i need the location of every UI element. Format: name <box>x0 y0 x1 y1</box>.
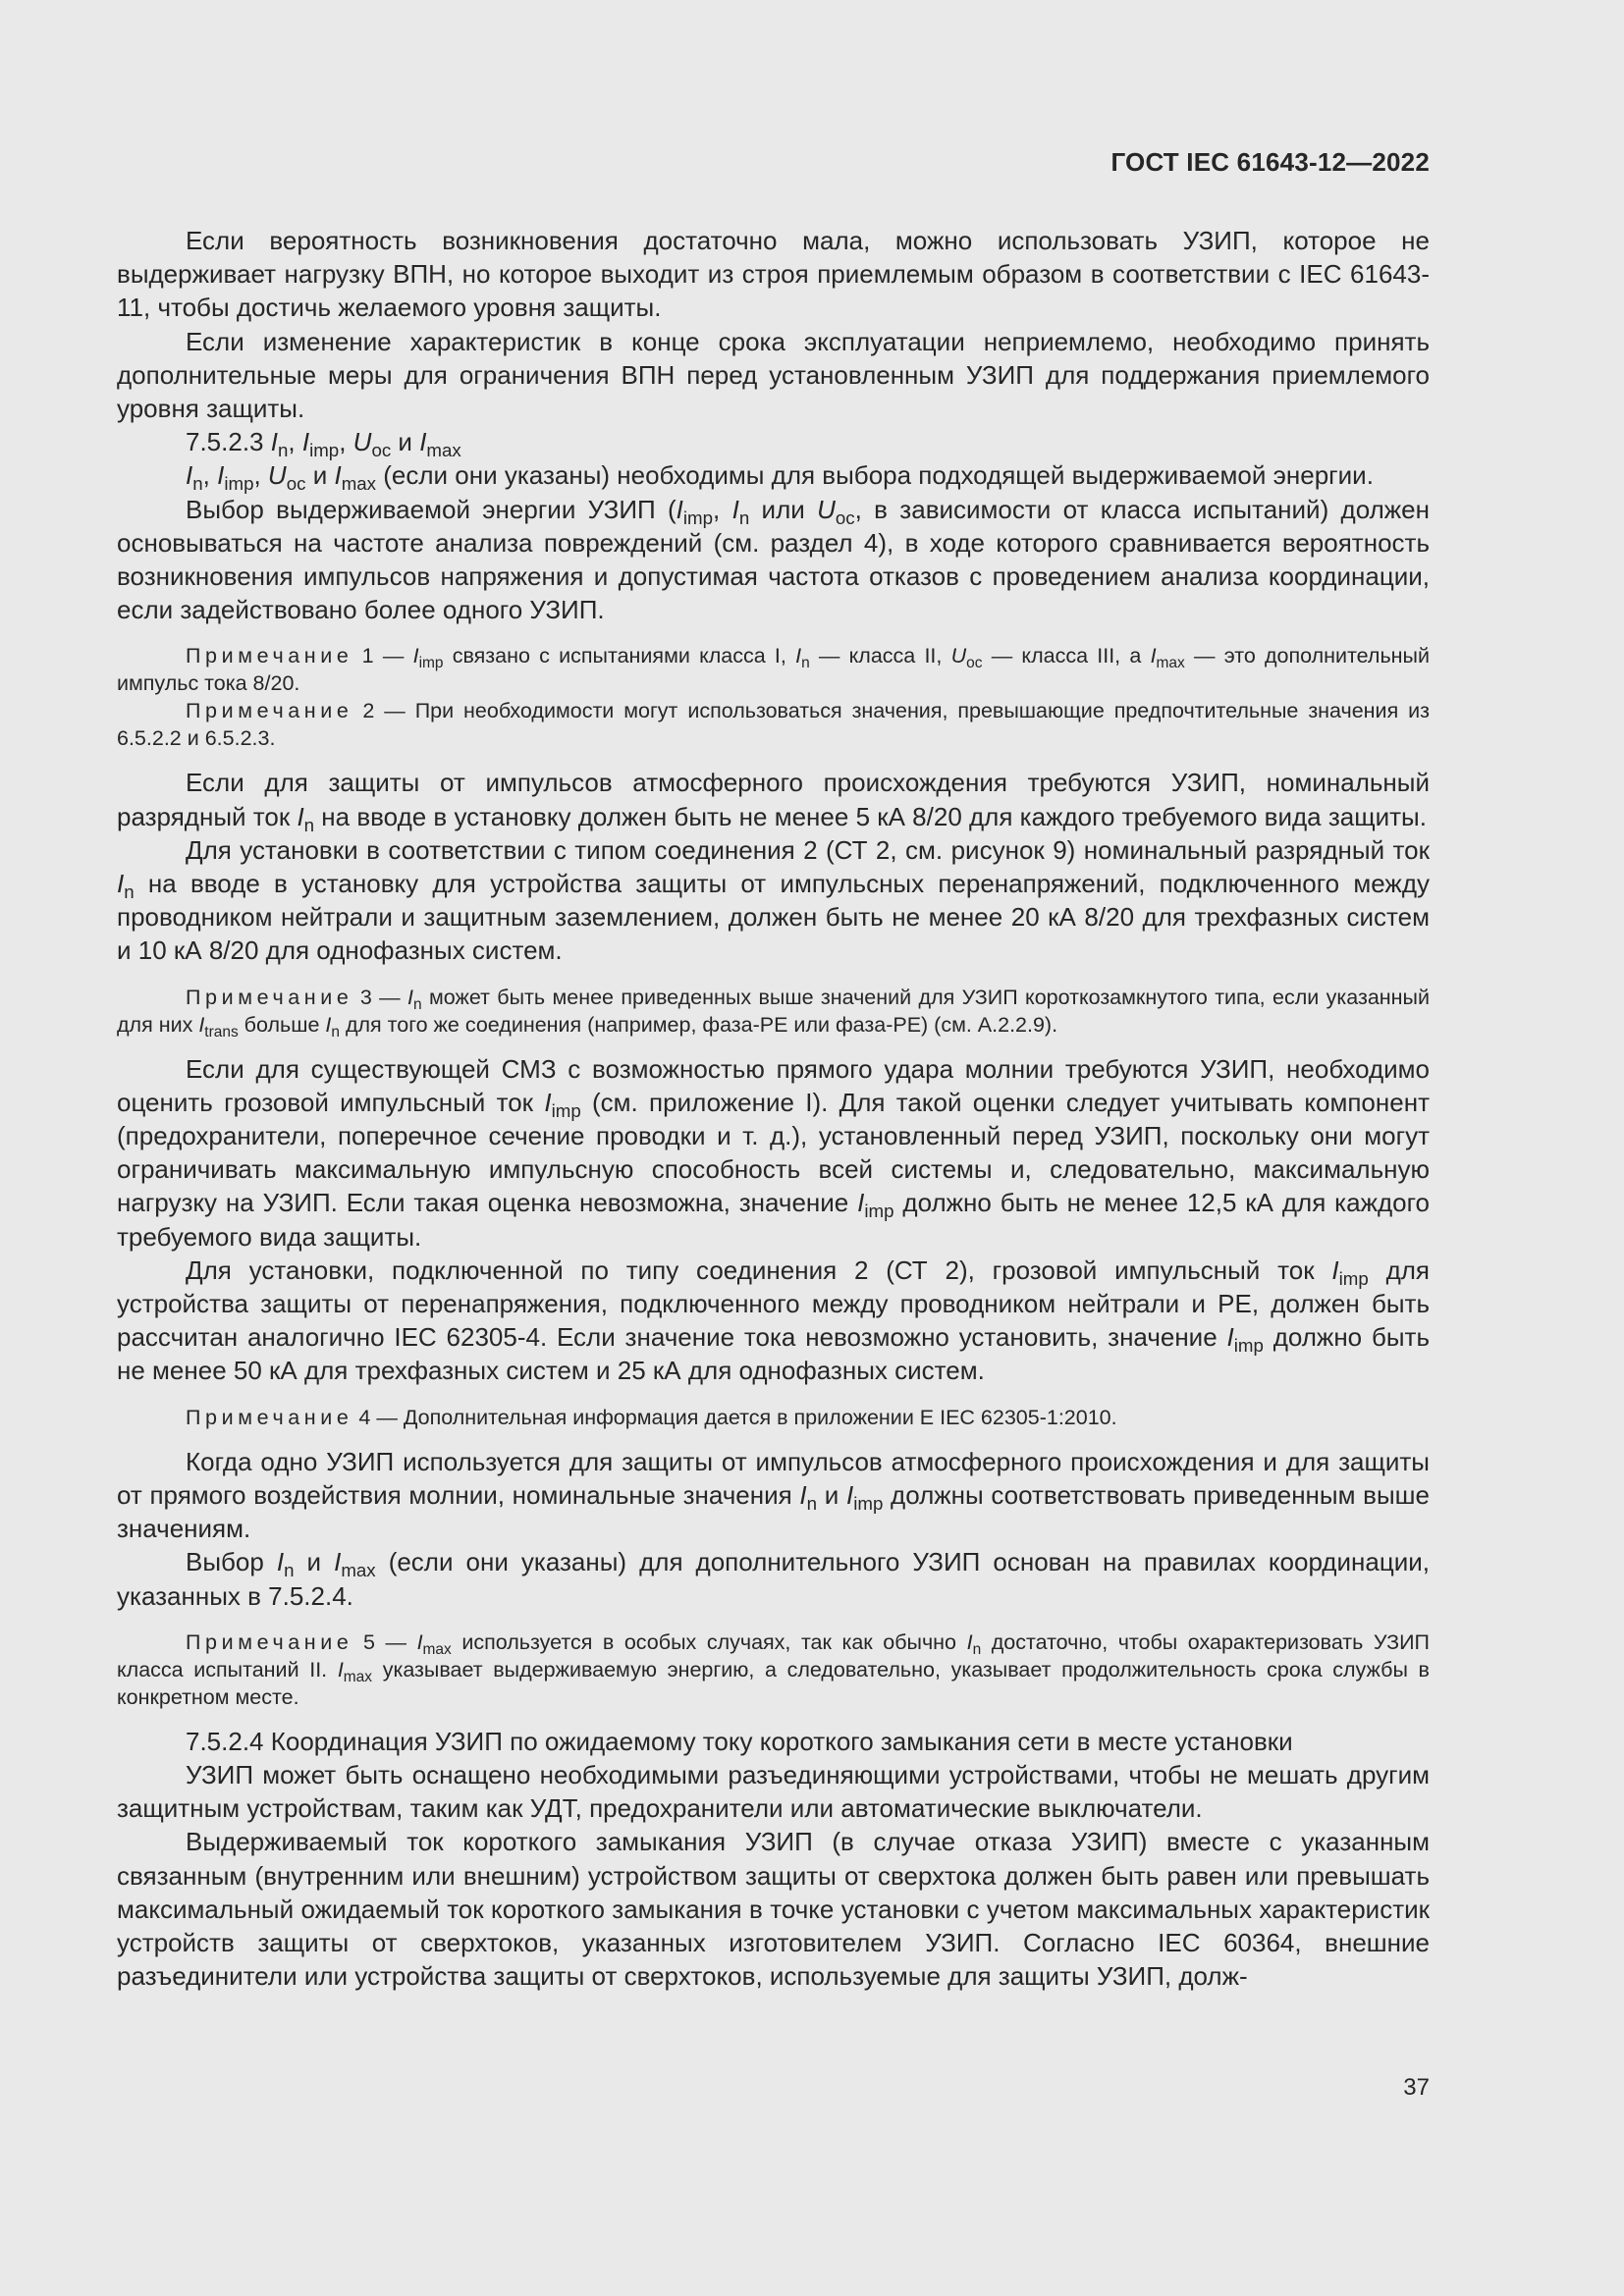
note-5: Примечание 5 — $I_{max}$ используется в особых случаях, так как обычно $I_n$ достаточно, чтобы охарактеризовать УЗИП класса испытаний II. $I_{max}$ указывает выдерживаемую энергию, а следовательно, указывает продолжительность срока службы в конкретном месте. <box>117 1629 1430 1709</box>
paragraph-disconnecting-devices: УЗИП может быть оснащено необходимыми разъединяющими устройствами, чтобы не мешать другим защитным устройствам, таким как УДТ, предохранители или автоматические выключатели. <box>117 1759 1430 1824</box>
paragraph-connection-type-2: Для установки в соответствии с типом соединения 2 (СТ 2, см. рисунок 9) номинальный разрядный ток $I_n$ на вводе в установку для устройства защиты от импульсных перенапряжений, подключенного между проводником нейтрали и защитным заземлением, должен быть не менее 20 кА 8/20 для трехфазных систем и 10 кА 8/20 для однофазных систем. <box>117 834 1430 966</box>
paragraph-end-of-life: Если изменение характеристик в конце срока эксплуатации неприемлемо, необходимо принять дополнительные меры для ограничения ВПН перед установленным УЗИП для поддержания приемлемого уровня защиты. <box>117 326 1430 424</box>
paragraph-additional-spd: Выбор $I_n$ и $I_{max}$ (если они указаны) для дополнительного УЗИП основан на правилах координации, указанных в 7.5.2.4. <box>117 1547 1430 1611</box>
paragraph-energy-selection: Выбор выдерживаемой энергии УЗИП ($I_{imp}$, $I_n$ или $U_{oc}$, в зависимости от класса испытаний) должен основываться на частоте анализа повреждений (см. раздел 4), в ходе которого сравнивается вероятность возникновения импульсов напряжения и допустимая частота отказов с проведением анализа координации, если задействовано более одного УЗИП. <box>117 494 1430 625</box>
document-code-header: ГОСТ IEC 61643-12—2022 <box>1110 147 1430 177</box>
note-4: Примечание 4 — Дополнительная информация дается в приложении E IEC 62305-1:2010. <box>186 1405 1117 1429</box>
page-number: 37 <box>1403 2074 1430 2101</box>
paragraph-connection-type-2-imp: Для установки, подключенной по типу соединения 2 (СТ 2), грозовой импульсный ток $I_{imp}$ для устройства защиты от перенапряжения, подключенного между проводником нейтрали и PE, должен быть рассчитан аналогично IEC 62305-4. Если значение тока невозможно установить, значение $I_{imp}$ должно быть не менее 50 кА для трехфазных систем и 25 кА для однофазных систем. <box>117 1255 1430 1386</box>
paragraph-short-circuit-withstand: Выдерживаемый ток короткого замыкания УЗИП (в случае отказа УЗИП) вместе с указанным связанным (внутренним или внешним) устройством защиты от сверхтока должен быть равен или превышать максимальный ожидаемый ток короткого замыкания в точке установки с учетом максимальных характеристик устройств защиты от сверхтоков, указанных изготовителем УЗИП. Согласно IEC 60364, внешние разъединители или устройства защиты от сверхтоков, используемые для защиты УЗИП, долж- <box>117 1827 1430 1992</box>
paragraph-atmospheric-origin: Если для защиты от импульсов атмосферного происхождения требуются УЗИП, номинальный разрядный ток $I_n$ на вводе в установку должен быть не менее 5 кА 8/20 для каждого требуемого вида защиты. <box>117 768 1430 835</box>
paragraph-parameters-needed: $I_n$, $I_{imp}$, $U_{oc}$ и $I_{max}$ (если они указаны) необходимы для выбора подходящей выдерживаемой энергии. <box>186 460 1374 495</box>
page-body <box>117 224 1430 1993</box>
note-1: Примечание 1 — $I_{imp}$ связано с испытаниями класса I, $I_n$ — класса II, $U_{oc}$ — класса III, а $I_{max}$ — это дополнительный импульс тока 8/20. <box>117 644 1430 696</box>
paragraph-failure-probability: Если вероятность возникновения достаточно мала, можно использовать УЗИП, которое не выдерживает нагрузку ВПН, но которое выходит из строя приемлемым образом в соответствии с IEC 61643-11, чтобы достичь желаемого уровня защиты. <box>117 226 1430 323</box>
note-2: Примечание 2 — При необходимости могут использоваться значения, превышающие предпочтительные значения из 6.5.2.2 и 6.5.2.3. <box>117 699 1431 751</box>
paragraph-direct-lightning: Если для существующей СМЗ с возможностью прямого удара молнии требуются УЗИП, необходимо оценить грозовой импульсный ток $I_{imp}$ (см. приложение I). Для такой оценки следует учитывать компонент (предохранители, поперечное сечение проводки и т. д.), установленный перед УЗИП, поскольку они могут ограничивать максимальную импульсную способность всей системы и, следовательно, максимальную нагрузку на УЗИП. Если такая оценка невозможна, значение $I_{imp}$ должно быть не менее 12,5 кА для каждого требуемого вида защиты. <box>117 1053 1430 1252</box>
note-3: Примечание 3 — $I_n$ может быть менее приведенных выше значений для УЗИП короткозамкнутого типа, если указанный для них $I_{trans}$ больше $I_n$ для того же соединения (например, фаза-PE или фаза-PE) (см. А.2.2.9). <box>117 985 1430 1041</box>
subsection-heading-7-5-2-4: 7.5.2.4 Координация УЗИП по ожидаемому току короткого замыкания сети в месте установки <box>186 1726 1293 1756</box>
paragraph-single-spd: Когда одно УЗИП используется для защиты от импульсов атмосферного происхождения и для защиты от прямого воздействия молнии, номинальные значения $I_n$ и $I_{imp}$ должны соответствовать приведенным выше значениям. <box>117 1446 1430 1544</box>
subsection-heading-7-5-2-3: 7.5.2.3 $I_n$, $I_{imp}$, $U_{oc}$ и $I_{max}$ <box>186 427 461 461</box>
